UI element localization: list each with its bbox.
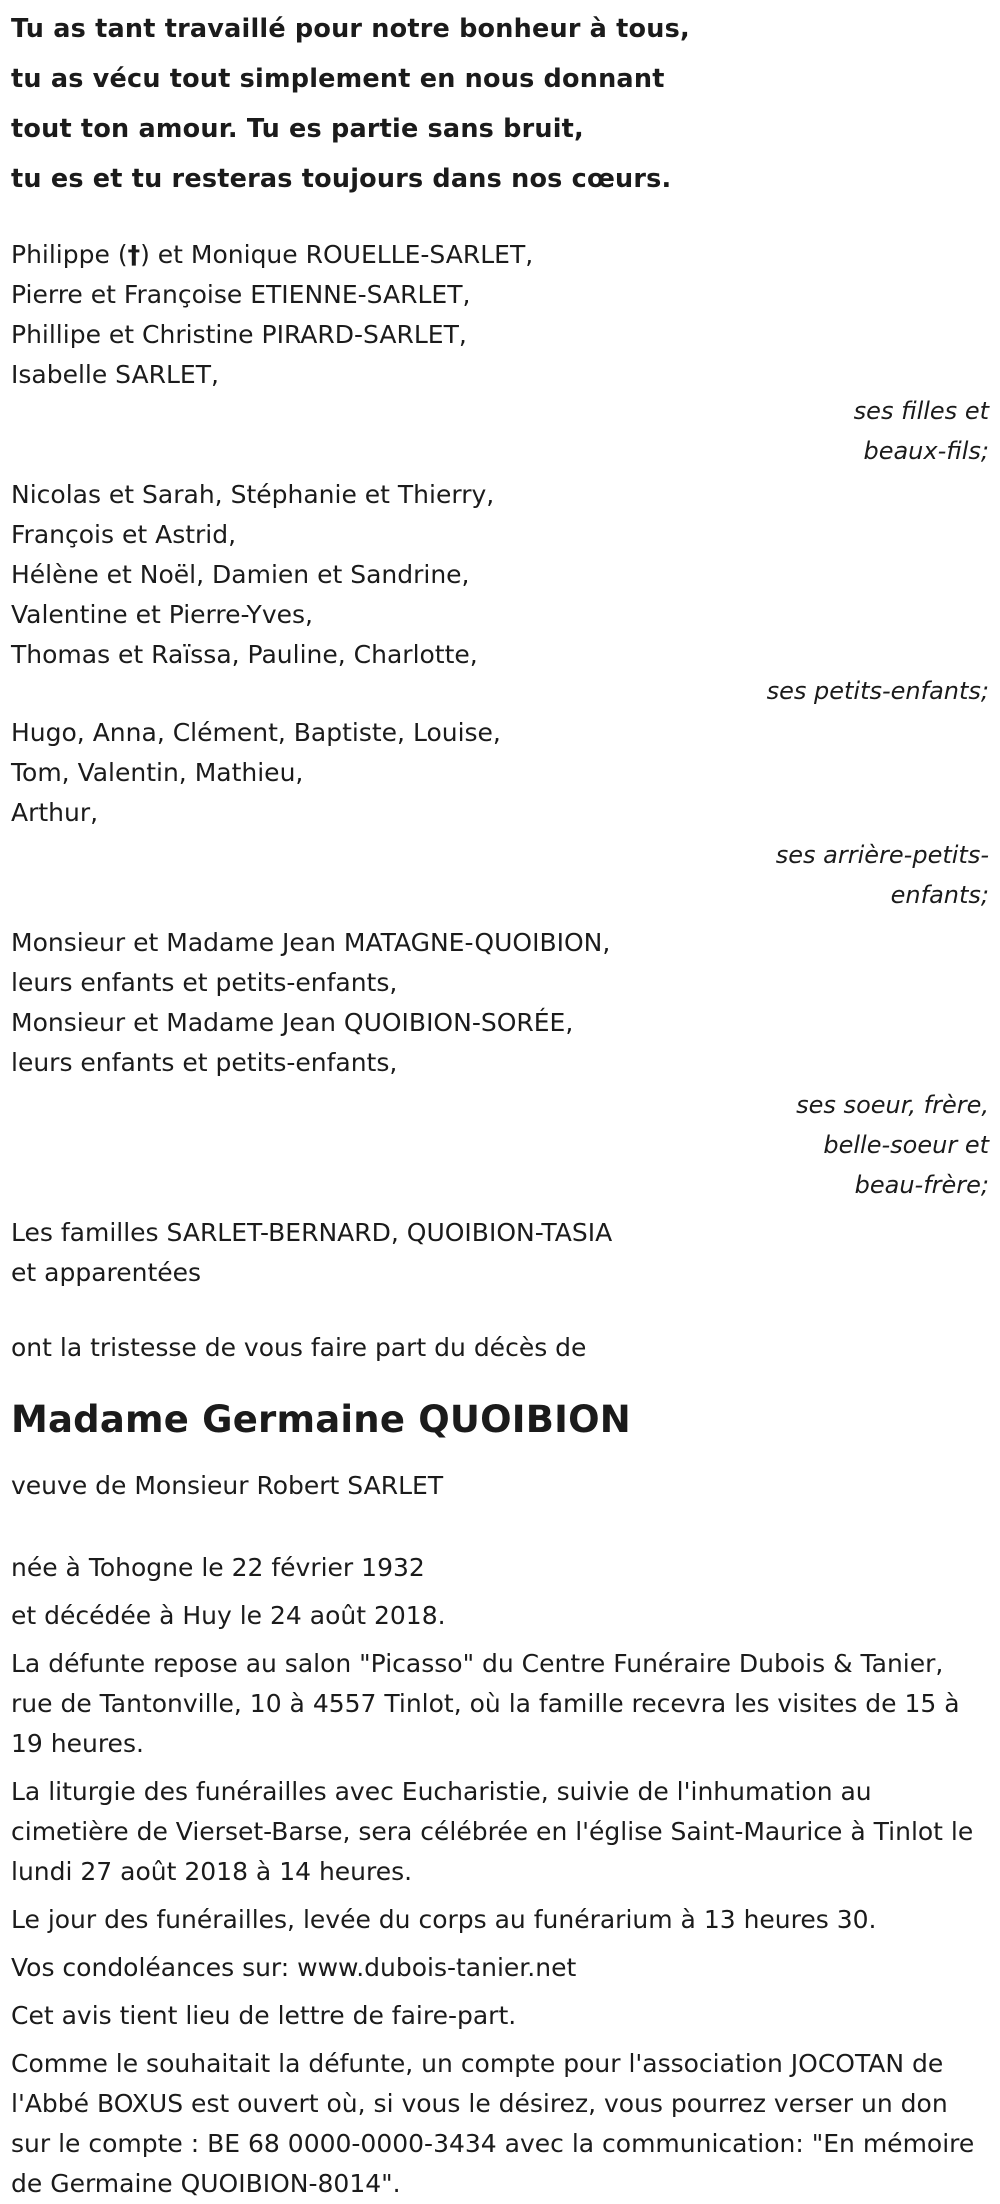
grandchildren-line: Hélène et Noël, Damien et Sandrine, xyxy=(11,560,470,589)
details xyxy=(11,1644,986,2204)
grandchildren-list xyxy=(11,475,989,675)
birth-info: née à Tohogne le 22 février 1932 xyxy=(11,1553,425,1582)
widow-of: veuve de Monsieur Robert SARLET xyxy=(11,1471,444,1500)
relation-daughters: ses filles et beaux-fils; xyxy=(853,397,989,465)
great-grandchildren-line: Arthur, xyxy=(11,798,99,827)
relation-grandchildren: ses petits-enfants; xyxy=(766,677,989,705)
families-list xyxy=(11,1213,989,1293)
grandchildren-line: Thomas et Raïssa, Pauline, Charlotte, xyxy=(11,640,478,669)
grandchildren-line: Valentine et Pierre-Yves, xyxy=(11,600,313,629)
daughters-line: Isabelle SARLET, xyxy=(11,360,219,389)
rest-paragraph: La défunte repose au salon "Picasso" du Centre Funéraire Dubois & Tanier, rue de Tantonville, 10 à 4557 Tinlot, où la famille recevra les visites de 15 à 19 heures. xyxy=(11,1649,960,1758)
siblings-list xyxy=(11,923,989,1083)
great-grandchildren-line: Hugo, Anna, Clément, Baptiste, Louise, xyxy=(11,718,501,747)
poem-line: tu es et tu resteras toujours dans nos cœurs. xyxy=(11,164,672,194)
great-grandchildren-list xyxy=(11,713,989,833)
departure-paragraph: Le jour des funérailles, levée du corps au funérarium à 13 heures 30. xyxy=(11,1905,877,1934)
daughters-list xyxy=(11,235,989,395)
poem xyxy=(11,4,989,204)
daughters-line: Phillipe et Christine PIRARD-SARLET, xyxy=(11,320,467,349)
obituary-notice xyxy=(11,0,989,2204)
great-grandchildren-line: Tom, Valentin, Mathieu, xyxy=(11,758,304,787)
siblings-line: Monsieur et Madame Jean QUOIBION-SORÉE, xyxy=(11,1008,574,1037)
poem-line: tu as vécu tout simplement en nous donnant xyxy=(11,64,665,94)
families-line: et apparentées xyxy=(11,1258,202,1287)
siblings-line: Monsieur et Madame Jean MATAGNE-QUOIBION, xyxy=(11,928,611,957)
death-info: et décédée à Huy le 24 août 2018. xyxy=(11,1601,446,1630)
siblings-line: leurs enfants et petits-enfants, xyxy=(11,1048,398,1077)
announcement: ont la tristesse de vous faire part du décès de xyxy=(11,1333,587,1362)
families-line: Les familles SARLET-BERNARD, QUOIBION-TASIA xyxy=(11,1218,613,1247)
relation-siblings: ses soeur, frère, belle-soeur et beau-frère; xyxy=(796,1091,989,1199)
condolences-paragraph: Vos condoléances sur: www.dubois-tanier.net xyxy=(11,1953,577,1982)
cross-icon: † xyxy=(127,240,141,269)
donation-paragraph: Comme le souhaitait la défunte, un compte pour l'association JOCOTAN de l'Abbé BOXUS est ouvert où, si vous le désirez, vous pourrez verser un don sur le compte : BE 68 0000-0000-3434 avec la communication: "En mémoire de Germaine QUOIBION-8014". xyxy=(11,2049,975,2198)
grandchildren-line: François et Astrid, xyxy=(11,520,237,549)
daughters-line: Philippe (†) et Monique ROUELLE-SARLET, xyxy=(11,235,989,275)
notice-paragraph: Cet avis tient lieu de lettre de faire-part. xyxy=(11,2001,517,2030)
siblings-line: leurs enfants et petits-enfants, xyxy=(11,968,398,997)
poem-line: tout ton amour. Tu es partie sans bruit, xyxy=(11,114,584,144)
grandchildren-line: Nicolas et Sarah, Stéphanie et Thierry, xyxy=(11,480,495,509)
poem-line: Tu as tant travaillé pour notre bonheur à tous, xyxy=(11,14,690,44)
relation-great-grandchildren: ses arrière-petits- enfants; xyxy=(775,841,989,909)
liturgy-paragraph: La liturgie des funérailles avec Eucharistie, suivie de l'inhumation au cimetière de Vierset-Barse, sera célébrée en l'église Saint-Maurice à Tinlot le lundi 27 août 2018 à 14 heures. xyxy=(11,1777,974,1886)
deceased-name: Madame Germaine QUOIBION xyxy=(11,1398,631,1441)
daughters-line: Pierre et Françoise ETIENNE-SARLET, xyxy=(11,280,471,309)
